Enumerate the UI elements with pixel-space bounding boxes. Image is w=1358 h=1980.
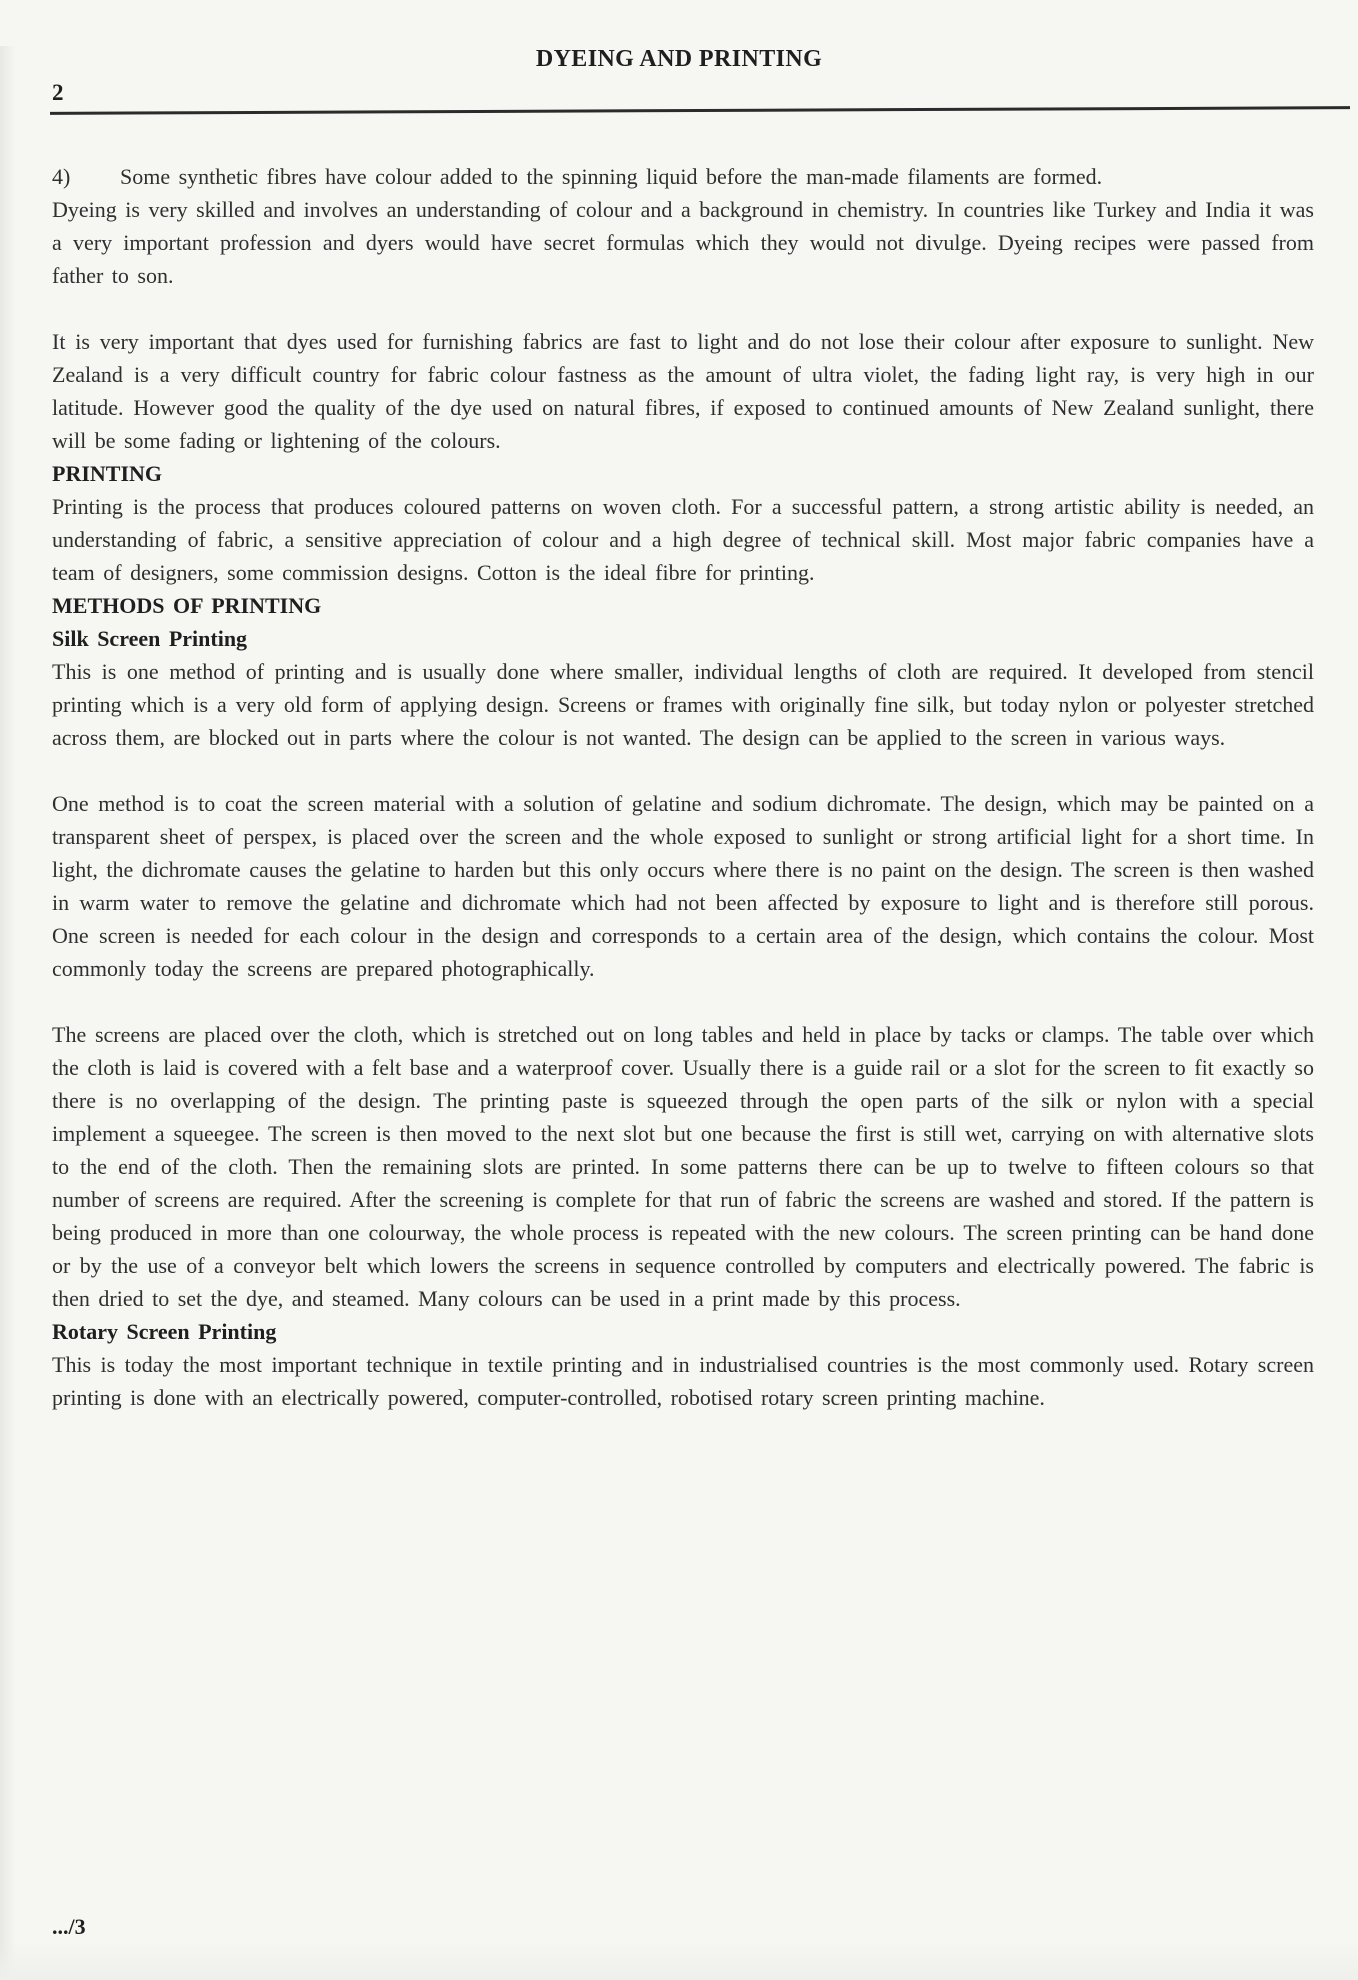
- paragraph-rotary-screen: This is today the most important technique in textile printing and in industrialised countries is the most commonly used. Rotary screen printing is done with an electrically powered, computer-controlled, robotised rotary screen printing machine.: [52, 1352, 1314, 1410]
- subheading-rotary-screen-printing: Rotary Screen Printing: [52, 1319, 277, 1344]
- paragraph-silk-screen-intro: This is one method of printing and is usually done where smaller, individual lengths of cloth are required. It developed from stencil printing which is a very old form of applying design. Screens or frames with originally fine silk, but today nylon or polyester stretched across them, are blocked out in parts where the colour is not wanted. The design can be applied to the screen in various ways.: [52, 659, 1314, 750]
- paragraph-silk-screen-process: The screens are placed over the cloth, which is stretched out on long tables and held in place by tacks or clamps. The table over which the cloth is laid is covered with a felt base and a waterproof cover. Usually there is a guide rail or a slot for the screen to fit exactly so there is no overlapping of the design. The printing paste is squeezed through the open parts of the silk or nylon with a special implement a squeegee. The screen is then moved to the next slot but one because the first is still wet, carrying on with alternative slots to the end of the cloth. Then the remaining slots are printed. In some patterns there can be up to twelve to fifteen colours so that number of screens are required. After the screening is complete for that run of fabric the screens are washed and stored. If the pattern is being produced in more than one colourway, the whole process is repeated with the new colours. The screen printing can be hand done or by the use of a conveyor belt which lowers the screens in sequence controlled by computers and electrically powered. The fabric is then dried to set the dye, and steamed. Many colours can be used in a print made by this process.: [52, 1022, 1314, 1311]
- document-page: [0, 46, 1358, 1939]
- paragraph-colour-fastness: It is very important that dyes used for furnishing fabrics are fast to light and do not lose their colour after exposure to sunlight. New Zealand is a very difficult country for fabric colour fastness as the amount of ultra violet, the fading light ray, is very high in our latitude. However good the quality of the dye used on natural fibres, if exposed to continued amounts of New Zealand sunlight, there will be some fading or lightening of the colours.: [52, 329, 1314, 453]
- subheading-silk-screen-printing: Silk Screen Printing: [52, 626, 248, 651]
- list-item-4: [52, 160, 1314, 193]
- page-continuation-mark: .../3: [52, 1914, 86, 1939]
- header-rule: [50, 106, 1350, 115]
- paragraph-printing-intro: Printing is the process that produces coloured patterns on woven cloth. For a successful pattern, a strong artistic ability is needed, an understanding of fabric, a sensitive appreciation of colour and a high degree of technical skill. Most major fabric companies have a team of designers, some commission designs. Cotton is the ideal fibre for printing.: [52, 494, 1314, 585]
- page-number: 2: [52, 80, 64, 105]
- list-item-4-text: Some synthetic fibres have colour added to the spinning liquid before the man-made filaments are formed.: [120, 164, 1103, 189]
- paragraph-silk-screen-method: One method is to coat the screen material with a solution of gelatine and sodium dichromate. The design, which may be painted on a transparent sheet of perspex, is placed over the screen and the whole exposed to sunlight or strong artificial light for a short time. In light, the dichromate causes the gelatine to harden but this only occurs where there is no paint on the design. The screen is then washed in warm water to remove the gelatine and dichromate which had not been affected by exposure to light and is therefore still porous. One screen is needed for each colour in the design and corresponds to a certain area of the design, which contains the colour. Most commonly today the screens are prepared photographically.: [52, 791, 1314, 981]
- list-item-4-marker: 4): [52, 164, 71, 189]
- heading-printing: PRINTING: [52, 461, 163, 486]
- page-title: DYEING AND PRINTING: [535, 46, 823, 72]
- heading-methods-of-printing: METHODS OF PRINTING: [52, 593, 322, 618]
- paragraph-dyeing-skill: Dyeing is very skilled and involves an understanding of colour and a background in chemistry. In countries like Turkey and India it was a very important profession and dyers would have secret formulas which they would not divulge. Dyeing recipes were passed from father to son.: [52, 197, 1314, 288]
- document-body: [52, 160, 1314, 1414]
